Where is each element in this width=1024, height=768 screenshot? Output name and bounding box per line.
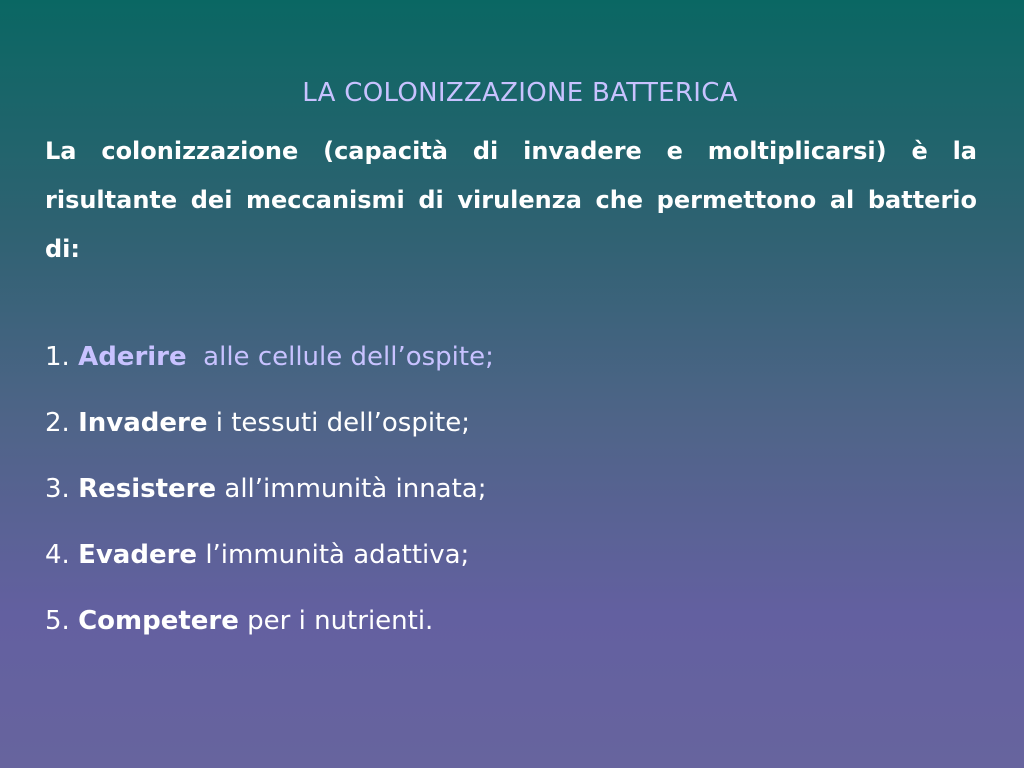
list-keyword: Competere — [78, 606, 239, 636]
list-item — [45, 533, 945, 599]
list-item — [45, 599, 945, 665]
list-number: 5. — [45, 606, 70, 636]
intro-paragraph: La colonizzazione (capacità di invadere e moltiplicarsi) è la risultante dei meccanismi di virulenza che permettono al batterio di: — [45, 137, 977, 263]
list-item — [45, 401, 945, 467]
list-number: 1. — [45, 342, 70, 372]
list-number: 2. — [45, 408, 70, 438]
list-text: l’immunità adattiva; — [205, 540, 470, 570]
list-text: per i nutrienti. — [247, 606, 434, 636]
list-text: all’immunità innata; — [224, 474, 487, 504]
list-keyword: Aderire — [78, 342, 187, 372]
list-number: 3. — [45, 474, 70, 504]
list-keyword: Resistere — [78, 474, 217, 504]
list-keyword: Invadere — [78, 408, 208, 438]
list-text: i tessuti dell’ospite; — [215, 408, 471, 438]
slide-title: LA COLONIZZAZIONE BATTERICA — [302, 78, 738, 108]
list-text: alle cellule dell’ospite; — [203, 342, 494, 372]
list-item — [45, 335, 945, 401]
list-keyword: Evadere — [78, 540, 198, 570]
numbered-list — [45, 335, 945, 665]
list-item — [45, 467, 945, 533]
list-number: 4. — [45, 540, 70, 570]
